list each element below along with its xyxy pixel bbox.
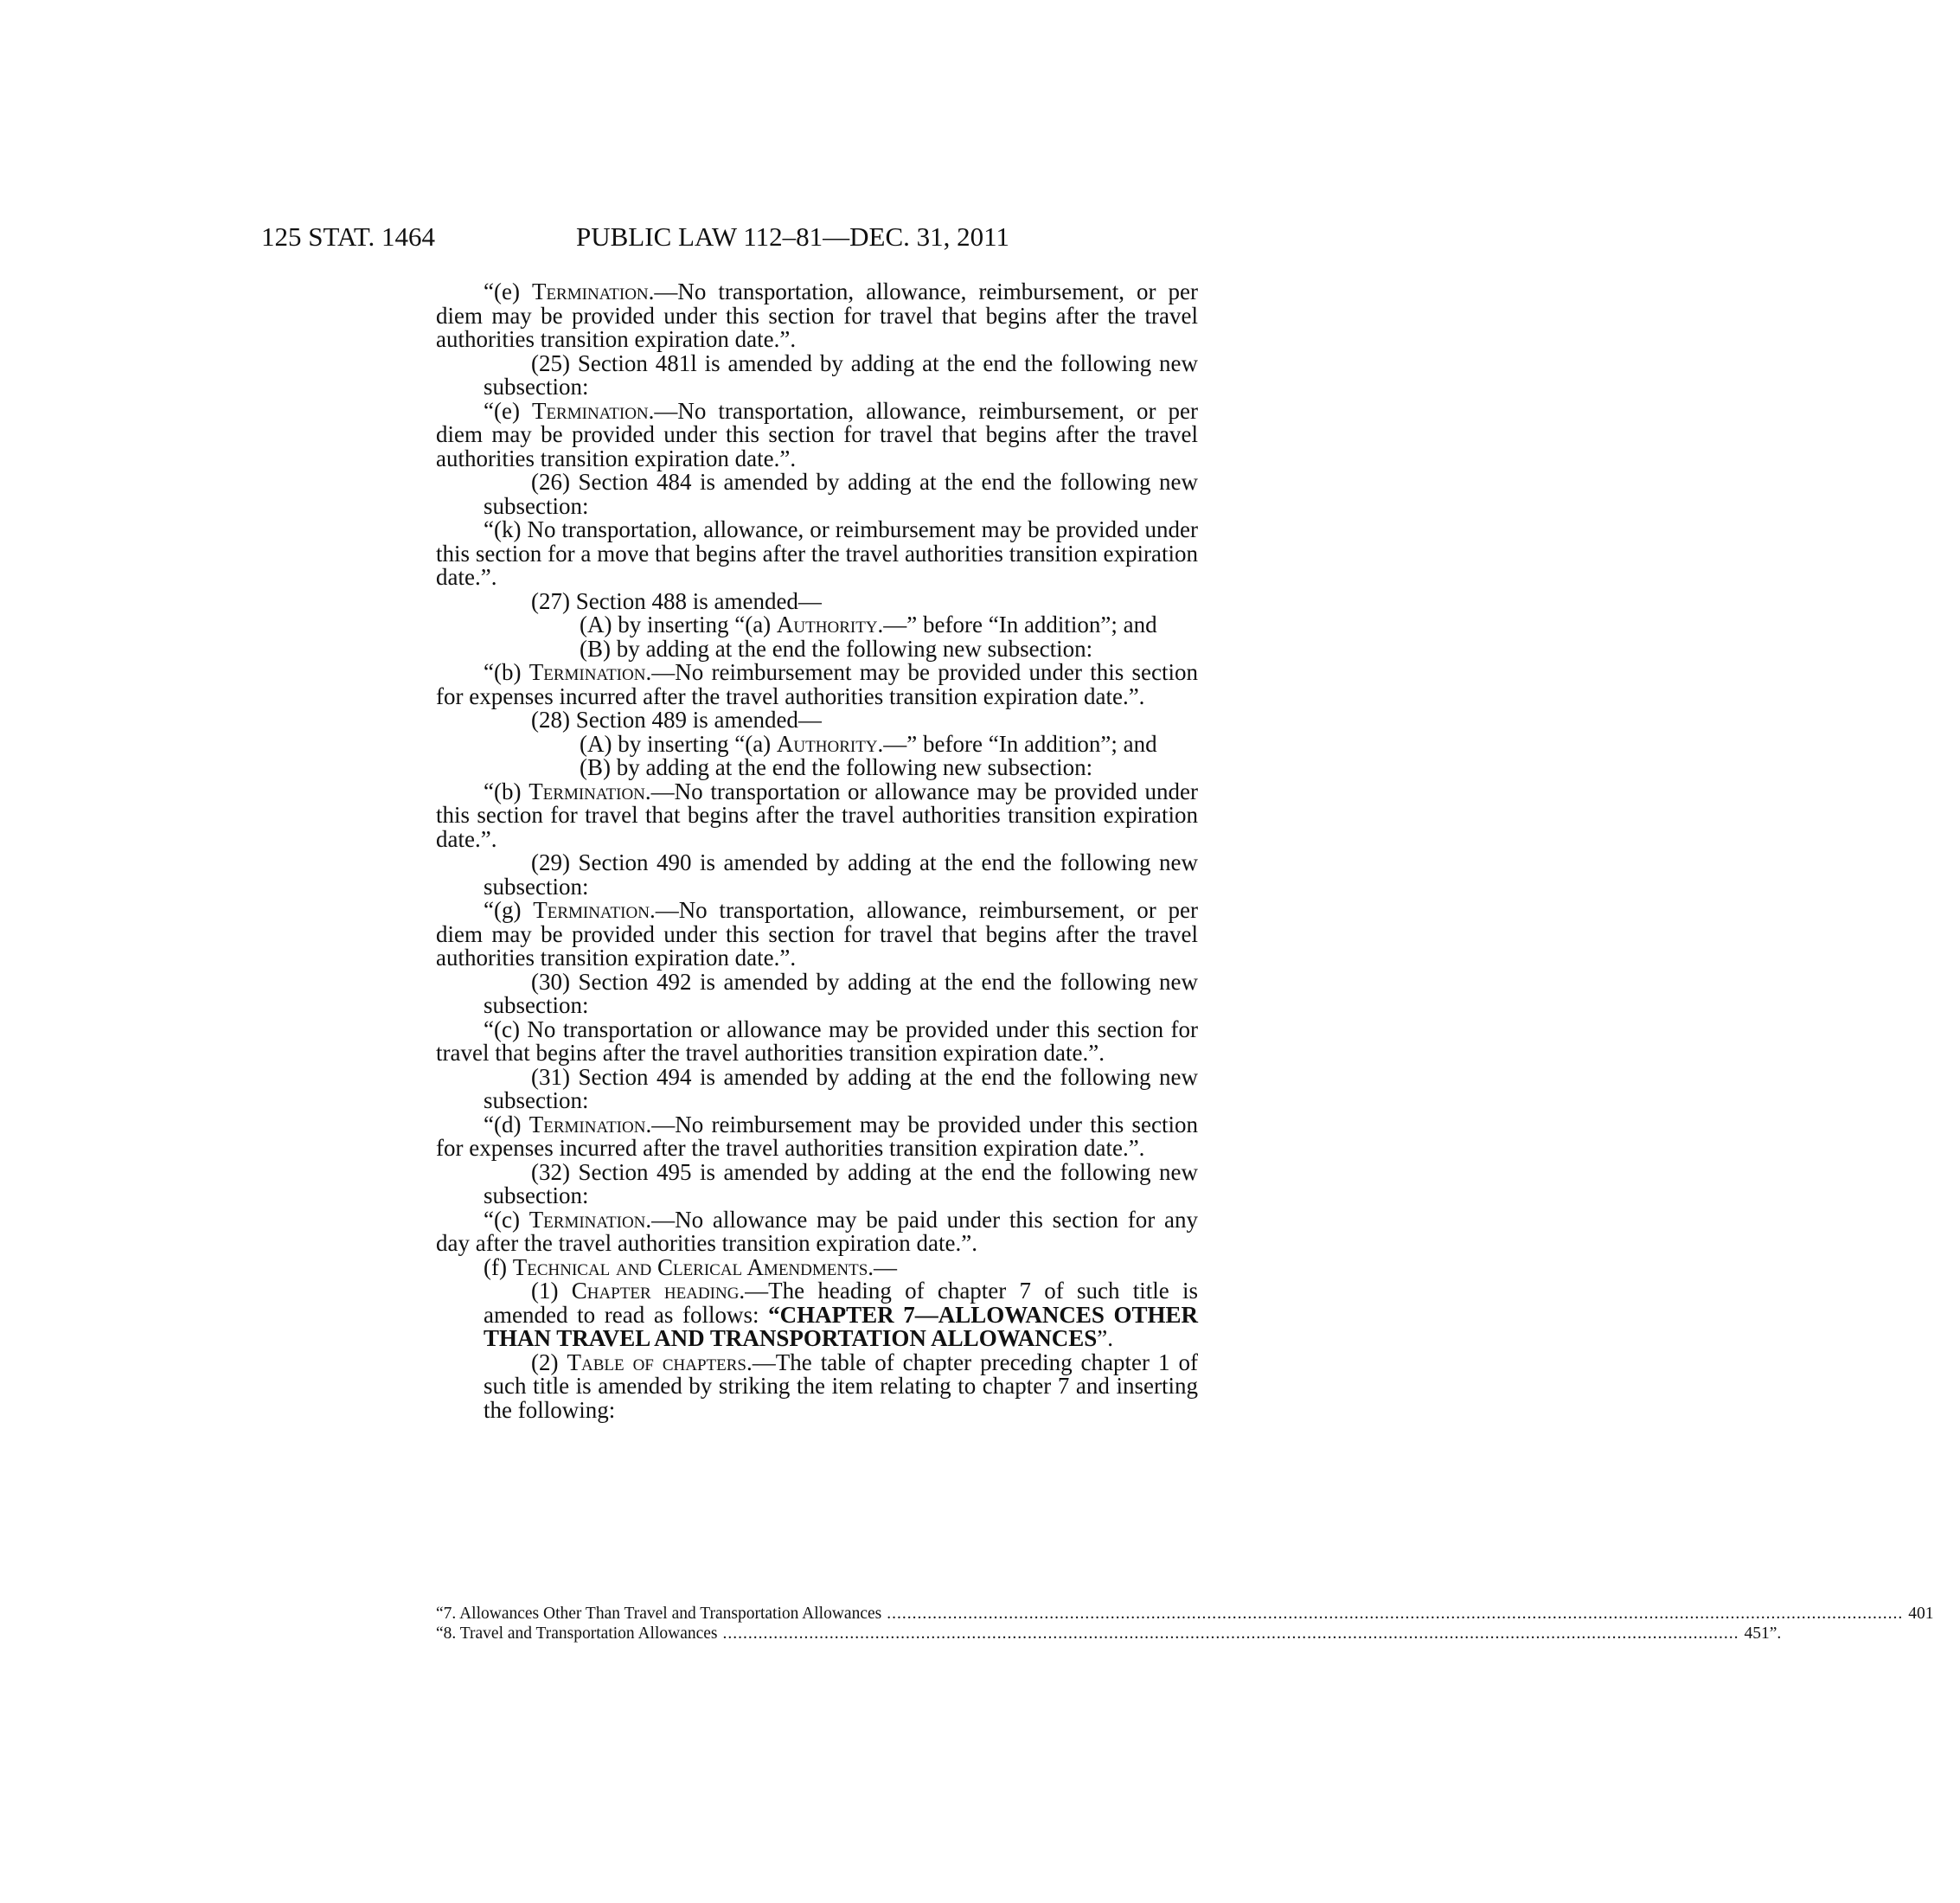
paragraph — [436, 708, 1198, 733]
small-caps-heading: Termination — [528, 659, 646, 685]
paragraph-text: (B) by adding at the end the following new subsection: — [580, 754, 1093, 780]
paragraph — [436, 756, 1198, 780]
paragraph-text: .—No transportation, allowance, reimbursement, or per diem may be provided under this section for travel that begins after the travel authorities transition expiration date.”. — [436, 397, 1198, 471]
paragraph-text: .— — [868, 1253, 898, 1280]
paragraph — [436, 587, 1198, 614]
paragraph — [436, 349, 1198, 400]
small-caps-heading: Table of chapters — [567, 1349, 746, 1375]
paragraph-text: .—” before “In addition”; and — [877, 612, 1157, 638]
toc-label: “7. Allowances Other Than Travel and Transportation Allowances — [436, 1605, 882, 1623]
paragraph — [436, 1351, 1198, 1423]
paragraph — [436, 397, 1198, 471]
paragraph-text: (2) — [531, 1349, 567, 1375]
toc-row — [436, 1624, 1782, 1644]
paragraph-text: (25) Section 481l is amended by adding at the end the following new subsection: — [484, 349, 1198, 400]
paragraph-text: ”. — [1097, 1325, 1113, 1351]
paragraph — [436, 780, 1198, 852]
paragraph-text: “(d) — [484, 1111, 529, 1137]
paragraph — [436, 851, 1198, 899]
paragraph-text: “(c) — [484, 1206, 529, 1233]
toc-page-number: 401 — [1908, 1605, 1934, 1623]
small-caps-heading: Termination — [531, 397, 649, 424]
paragraph-text: (31) Section 494 is amended by adding at the end the following new subsection: — [484, 1063, 1198, 1113]
paragraph-text: (27) Section 488 is amended— — [531, 587, 822, 614]
paragraph — [436, 1018, 1198, 1066]
paragraph — [436, 471, 1198, 518]
small-caps-heading: Termination — [528, 1206, 646, 1233]
paragraph-text: “(e) — [484, 279, 532, 304]
paragraph — [436, 730, 1198, 757]
statute-body — [436, 280, 1198, 1422]
paragraph-text: “(g) — [484, 897, 534, 923]
paragraph-text: .—The heading of chapter 7 of such title is amended to read as follows: — [484, 1278, 1198, 1328]
small-caps-heading: Chapter heading — [571, 1278, 740, 1304]
paragraph-text: “(b) — [484, 659, 529, 685]
paragraph — [436, 1158, 1198, 1208]
paragraph-text: .—No reimbursement may be provided under this section for expenses incurred after the travel authorities transition expiration date.”. — [436, 659, 1199, 709]
paragraph-text: (A) by inserting “(a) — [580, 730, 777, 757]
small-caps-heading: Termination — [528, 1111, 646, 1137]
paragraph-text: .—No allowance may be paid under this section for any day after the travel authorities transition expiration date.”. — [436, 1206, 1199, 1256]
paragraph-text: .—No reimbursement may be provided under this section for expenses incurred after the travel authorities transition expiration date.”. — [436, 1111, 1199, 1161]
paragraph-text: “(k) No transportation, allowance, or reimbursement may be provided under this section for a move that begins after the travel authorities transition expiration date.”. — [436, 516, 1198, 590]
dot-leader: ........................................................................................................................................................................................................ — [887, 1605, 1904, 1623]
small-caps-heading: Termination — [528, 778, 645, 804]
small-caps-heading: Authority — [776, 730, 878, 757]
paragraph — [436, 899, 1198, 971]
paragraph-text: (B) by adding at the end the following new subsection: — [580, 635, 1093, 662]
paragraph-text: .—The table of chapter preceding chapter 1 of such title is amended by striking the item relating to chapter 7 and inserting the following: — [484, 1349, 1198, 1423]
small-caps-heading: Authority — [776, 612, 878, 638]
paragraph-text: “(e) — [484, 397, 532, 424]
toc-label: “8. Travel and Transportation Allowances — [436, 1624, 718, 1643]
stat-page-number: 125 STAT. 1464 — [261, 221, 436, 252]
paragraph-text: (29) Section 490 is amended by adding at the end the following new subsection: — [484, 849, 1198, 900]
paragraph — [436, 1253, 1198, 1280]
bold-heading: “CHAPTER 7—ALLOWANCES OTHER THAN TRAVEL AND TRANSPORTATION ALLOWANCES — [484, 1301, 1199, 1351]
paragraph-text: .—No transportation or allowance may be provided under this section for travel that begins after the travel authorities transition expiration date.”. — [436, 778, 1198, 852]
page-header — [261, 220, 1187, 254]
paragraph-text: (A) by inserting “(a) — [580, 612, 777, 638]
paragraph — [436, 968, 1198, 1018]
paragraph — [436, 661, 1198, 708]
paragraph — [436, 518, 1198, 590]
paragraph-text: “(b) — [484, 778, 529, 804]
paragraph-text: “(c) No transportation or allowance may be provided under this section for travel that begins after the travel authorities transition expiration date.”. — [436, 1016, 1198, 1066]
running-head: PUBLIC LAW 112–81—DEC. 31, 2011 — [576, 221, 1009, 252]
paragraph — [436, 1208, 1198, 1256]
paragraph-text: (32) Section 495 is amended by adding at the end the following new subsection: — [484, 1158, 1198, 1208]
small-caps-heading: Technical and Clerical Amendments — [512, 1253, 868, 1280]
paragraph — [436, 635, 1198, 662]
dot-leader: ........................................................................................................................................................................................................ — [722, 1624, 1739, 1643]
paragraph-text: (30) Section 492 is amended by adding at the end the following new subsection: — [484, 968, 1198, 1018]
small-caps-heading: Termination — [531, 279, 649, 304]
paragraph-text: (26) Section 484 is amended by adding at the end the following new subsection: — [484, 469, 1198, 519]
paragraph — [436, 1279, 1198, 1351]
paragraph — [436, 1063, 1198, 1113]
paragraph-text: (1) — [531, 1278, 572, 1304]
paragraph-text: (28) Section 489 is amended— — [531, 707, 822, 733]
paragraph — [436, 280, 1198, 352]
paragraph-text: .—No transportation, allowance, reimbursement, or per diem may be provided under this section for travel that begins after the travel authorities transition expiration date.”. — [436, 279, 1198, 352]
paragraph-text: (f) — [484, 1253, 513, 1280]
paragraph-text: .—No transportation, allowance, reimbursement, or per diem may be provided under this section for travel that begins after the travel authorities transition expiration date.”. — [436, 897, 1198, 971]
paragraph — [436, 613, 1198, 638]
table-of-chapters — [436, 1604, 1934, 1644]
toc-row — [436, 1604, 1934, 1624]
toc-page-number: 451”. — [1744, 1624, 1782, 1643]
small-caps-heading: Termination — [533, 897, 650, 923]
paragraph — [436, 1113, 1198, 1161]
paragraph-text: .—” before “In addition”; and — [877, 730, 1157, 757]
